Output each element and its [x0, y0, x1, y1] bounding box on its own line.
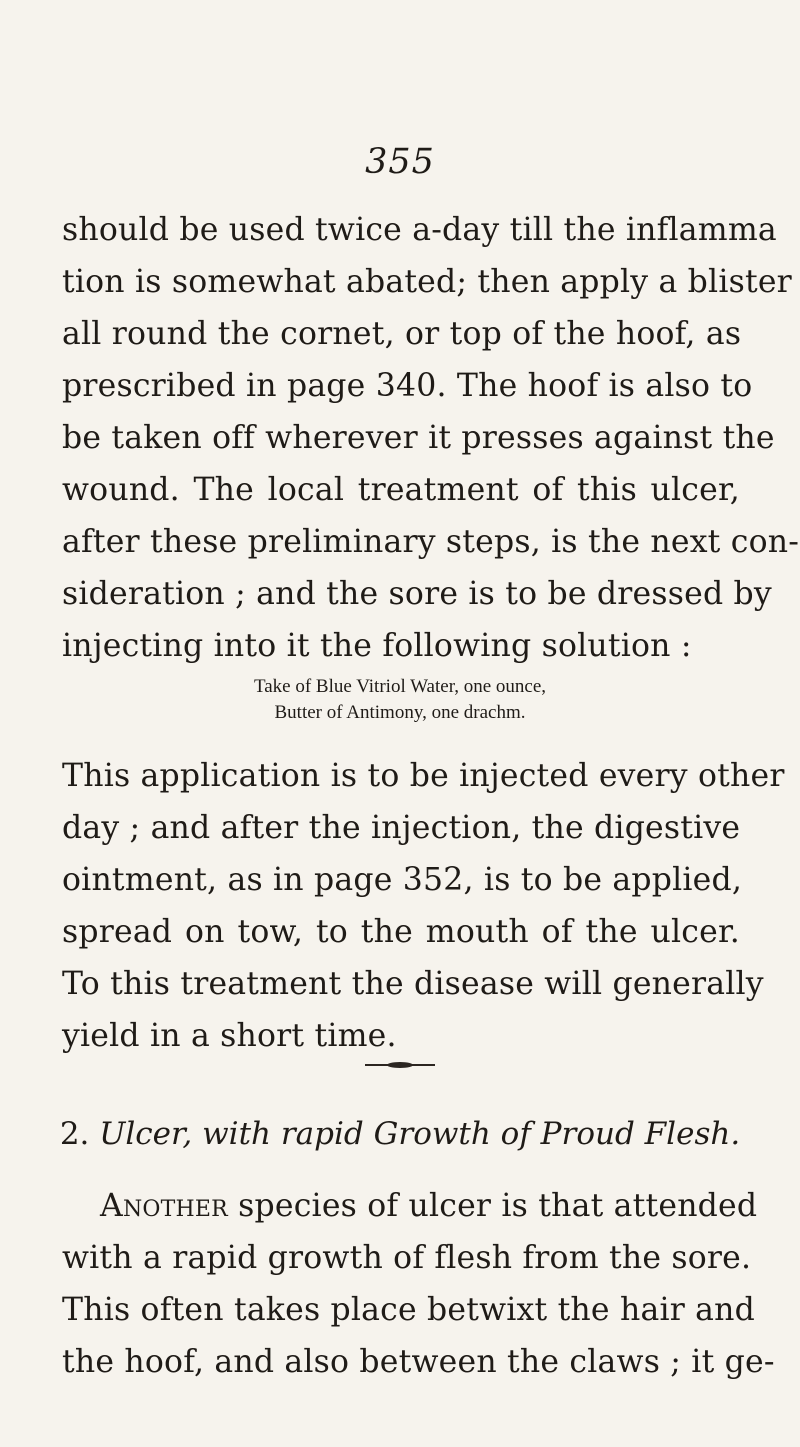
text-line: with a rapid growth of flesh from the sore. [62, 1240, 752, 1276]
text-line: the hoof, and also between the claws ; it ge- [62, 1344, 775, 1380]
recipe-line: Take of Blue Vitriol Water, one ounce, [253, 676, 547, 697]
text-line: day ; and after the injection, the digestive [62, 810, 741, 846]
text-line: after these preliminary steps, is the next con- [62, 524, 800, 560]
text-line: This often takes place betwixt the hair and [62, 1292, 756, 1328]
text-line [100, 1186, 758, 1226]
section-divider [365, 1064, 435, 1066]
text-line: spread on tow, to the mouth of the ulcer. [62, 914, 740, 950]
text-line: This application is to be injected every other [62, 758, 785, 794]
page-number: 355 [365, 142, 435, 182]
text-line: yield in a short time. [62, 1018, 397, 1054]
text-line: sideration ; and the sore is to be dressed by [62, 576, 772, 612]
text-fragment: species of ulcer is that attended [238, 1188, 758, 1224]
text-line: tion is somewhat abated; then apply a blister [62, 264, 792, 300]
text-line: injecting into it the following solution : [62, 628, 692, 664]
text-line: prescribed in page 340. The hoof is also to [62, 368, 753, 404]
section-title: Ulcer, with rapid Growth of Proud Flesh. [99, 1116, 741, 1152]
section-number: 2. [59, 1116, 90, 1152]
text-line: wound. The local treatment of this ulcer, [62, 472, 740, 508]
recipe-line: Butter of Antimony, one drachm. [274, 702, 526, 723]
text-line: To this treatment the disease will generally [62, 966, 764, 1002]
text-line: all round the cornet, or top of the hoof, as [62, 316, 742, 352]
section-heading [0, 1114, 800, 1154]
opening-word: Another [100, 1188, 228, 1224]
text-line: ointment, as in page 352, is to be applied, [62, 862, 743, 898]
text-line: should be used twice a-day till the inflamma [62, 212, 777, 248]
text-line: be taken off wherever it presses against the [62, 420, 775, 456]
